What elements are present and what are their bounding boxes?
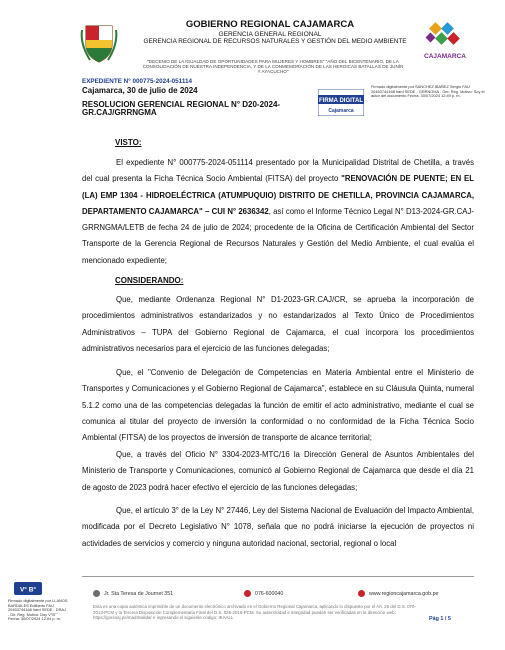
authenticity-note: Esta es una copia auténtica imprimible de un documento electrónico archivado en el Gobierno Regional Cajamarca, aplicando lo dispuesto por el Art. 25 del D.S. 070-2013-PCM y la Tercera Disposición Complementaria Final del D.S. 026-2016-PCM. Su autenticidad e integridad pueden ser verificadas en la dirección web: https://goresaj.pe/mad3validar e ingresando el siguiente código: IKAALL [93,604,416,620]
visto-bueno-badge [14,582,42,595]
page-number: Pág 1 / 5 [429,616,451,622]
globe-icon [358,590,365,597]
considerando-paragraph-1: Que, mediante Ordenanza Regional N° D1-2023-GR.CAJ/CR, se aprueba la incorporación de procedimientos administrativos estandarizados y no estandarizados al Texto Único de Procedimientos Administrativos – TUPA del Gobierno Regional de Cajamarca, el cual incorpora los procedimientos administrativos necesarios para el ejercicio de las funciones delegadas; [82,295,474,353]
visto-text-2: , así como el Informe Técnico Legal N° D13-2024-GR.CAJ-GRRNGMA/LETB de fecha 24 de julio de 2024; procedente de la Oficina de Certificación Ambiental del Sector Transporte de la Gerencia Regional de Recursos Naturales y Gestión del Medio Ambiente, el cual evalúa el mencionado expediente; [82,206,474,265]
phone-icon [244,590,251,597]
footer-address: Jr. Sta Teresa de Journet 351 [93,590,173,597]
visto-heading: VISTO: [115,138,142,147]
seal-top-label: FIRMA DIGITAL [319,98,363,104]
location-icon [93,590,100,597]
badge-label: V° B° [19,586,37,594]
logo-label: CAJAMARCA [424,53,466,60]
visto-text-1: El expediente N° 000775-2024-051114 presentado por la Municipalidad Distrital de Chetilla, a través del cual presenta la Ficha Técnica Socio Ambiental (FITSA) del proyecto [82,158,474,184]
footer-phone: 076-600040 [244,590,283,597]
considerando-paragraph-4: Que, el artículo 3° de la Ley N° 27446, Ley del Sistema Nacional de Evaluación del Impacto Ambiental, modificada por el Decreto Legislativo N° 1078, señala que no podrá iniciarse la ejecución de proyectos ni actividades de servicios y comercio y ninguna autoridad nacional, sectorial, regional o local [82,506,474,548]
considerando-heading: CONSIDERANDO: [115,276,184,285]
visto-paragraph [82,155,474,269]
document-date: Cajamarca, 30 de julio de 2024 [82,86,198,95]
header-subtitle-general: GERENCIA GENERAL REGIONAL [218,31,322,38]
digital-signature-seal [318,89,364,116]
year-motto: "DECENIO DE LA IGUALDAD DE OPORTUNIDADES PARA MUJERES Y HOMBRES" "AÑO DEL BICENTENARIO, DE LA CONSOLIDACIÓN DE NUESTRA INDEPENDENCIA, Y DE LA CONMEMORACIÓN DE LAS HEROICAS BATALLAS DE JUNÍN Y AYACUCHO" [142,59,404,75]
expediente-number: EXPEDIENTE N° 000775-2024-051114 [82,78,192,85]
visto-project-name: "RENOVACIÓN DE PUENTE; EN EL (LA) EMP 1304 - HIDROELÉCTRICA (ATUMPUQUIO) DISTRITO DE CHETILLA, PROVINCIA CAJAMARCA, DEPARTAMENTO CAJAMARCA" – CUI N° 2636342 [82,174,475,216]
peru-shield-logo [80,22,118,64]
considerando-paragraph-3: Que, a través del Oficio N° 3304-2023-MTC/16 la Dirección General de Asuntos Ambientales del Ministerio de Transporte y Comunicaciones, comunicó al Gobierno Regional de Cajamarca que desde el día 21 de agosto de 2023 podrá hacer efectivo el ejercicio de las funciones delegadas; [82,450,474,492]
signature-details: Firmado digitalmente por SANCHEZ IBAÑEZ Sergio FAU 20453744168 hard SEDE - GRRNGMA - Ger. Reg. Motivo: Soy el autor del documento Fecha: 30/07/2024 12:49 p. m. [371,84,485,99]
header-subtitle-gerencia: GERENCIA REGIONAL DE RECURSOS NATURALES Y GESTIÓN DEL MEDIO AMBIENTE [143,38,407,45]
resolution-number: RESOLUCION GERENCIAL REGIONAL N° D20-2024-GR.CAJ/GRRNGMA [82,100,281,117]
footer-website[interactable]: www.regioncajamarca.gob.pe [358,590,439,597]
seal-bottom-label: Cajamarca [328,108,354,114]
header-title: GOBIERNO REGIONAL CAJAMARCA [185,19,355,30]
footer-signature-details: Firmado digitalmente por LLANOS BARDALES Edilberto FAU 20453744168 hard SEDE - DRAJ - Dir. Reg. Motivo: Doy V°B° Fecha: 30/07/2024 12:04 p. m. [8,598,68,622]
footer-divider [82,576,474,577]
considerando-paragraph-2: Que, el "Convenio de Delegación de Competencias en Materia Ambiental entre el Ministerio de Transportes y Comunicaciones y el Gobierno Regional de Cajamarca", establece en su Cláusula Quinta, numeral 5.1.2 como una de las competencias delegadas la función de emitir el acto administrativo, mediante el cual se comunica al titular del proyecto de inversión la conformidad o no conformidad de la Ficha Técnica Socio Ambiental (FITSA) de los proyectos de inversión de transporte de alcance territorial; [82,368,474,443]
